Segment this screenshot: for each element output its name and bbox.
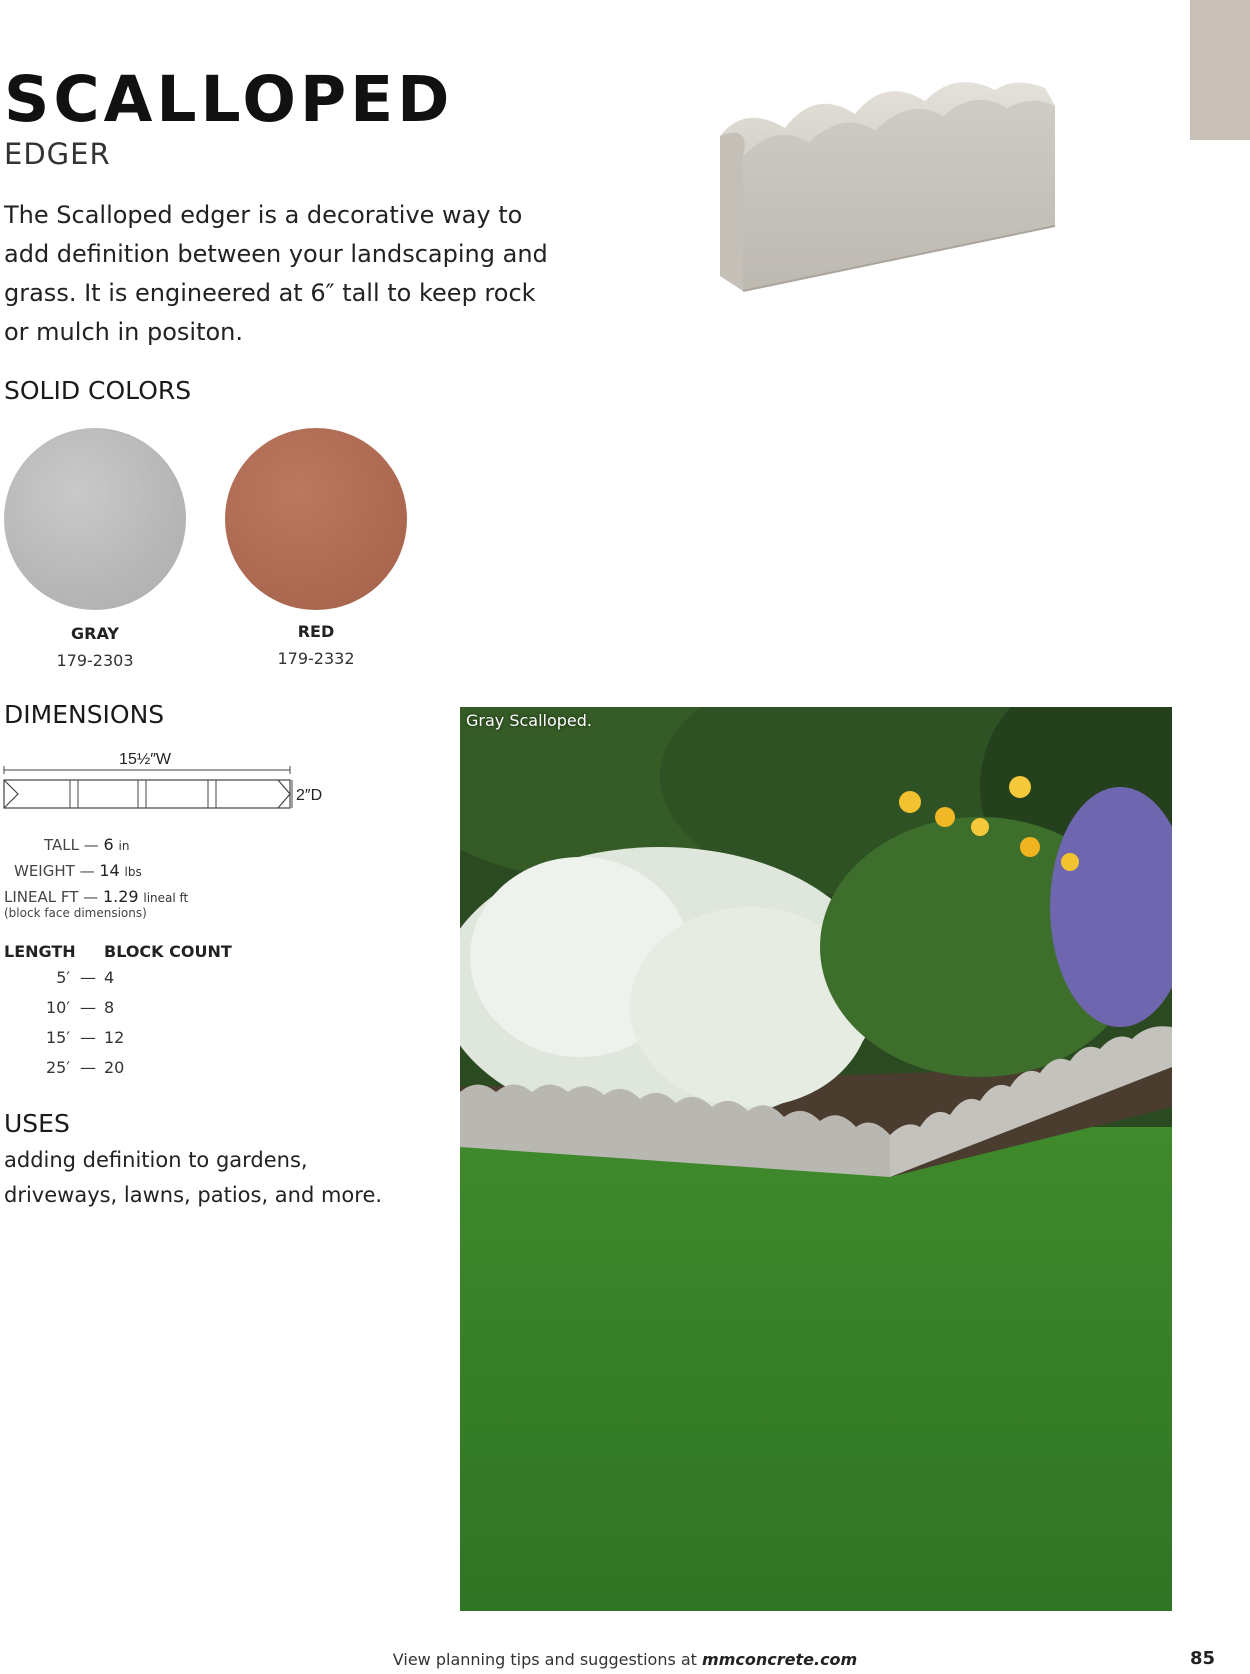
footer-website-link[interactable]: mmconcrete.com xyxy=(702,1650,858,1669)
gray-color-swatch xyxy=(4,428,186,610)
gray-swatch-name: GRAY xyxy=(71,624,119,643)
length-row xyxy=(0,1028,220,1050)
spec-tall-label: TALL xyxy=(44,836,79,854)
spec-note: (block face dimensions) xyxy=(4,906,147,920)
product-photo xyxy=(715,76,1070,311)
dimension-diagram xyxy=(0,746,340,816)
length-row xyxy=(0,968,220,990)
page-title: SCALLOPED xyxy=(4,63,454,136)
spec-lineal-label: LINEAL FT xyxy=(4,888,79,906)
length-row xyxy=(0,1058,220,1080)
spec-weight-unit: lbs xyxy=(124,865,142,879)
length-column-header: LENGTH xyxy=(4,942,76,961)
block-count-value: 8 xyxy=(104,998,115,1017)
block-count-column-header: BLOCK COUNT xyxy=(104,942,232,961)
row-dash: — xyxy=(80,968,96,987)
spec-lineal-ft xyxy=(4,887,188,908)
spec-dash: — xyxy=(79,862,95,880)
spec-weight-value: 14 xyxy=(99,861,120,880)
spec-tall-value: 6 xyxy=(103,835,114,854)
red-swatch-code: 179-2332 xyxy=(277,649,355,668)
page-color-tab xyxy=(1190,0,1250,140)
footer xyxy=(0,1650,1250,1669)
length-value: 15′ xyxy=(46,1028,70,1047)
spec-lineal-unit: lineal ft xyxy=(143,891,189,905)
length-row xyxy=(0,998,220,1020)
spec-dash: — xyxy=(83,836,99,854)
length-value: 5′ xyxy=(56,968,70,987)
garden-scene xyxy=(460,707,1172,1611)
spec-tall xyxy=(44,835,129,856)
depth-label: 2″D xyxy=(296,787,323,804)
intro-paragraph: The Scalloped edger is a decorative way to add definition between your landscaping and grass. It is engineered at 6″ tall to keep rock or mulch in positon. xyxy=(4,201,548,346)
red-swatch-name: RED xyxy=(297,622,335,641)
uses-heading: USES xyxy=(4,1109,70,1138)
solid-colors-heading: SOLID COLORS xyxy=(4,376,192,405)
spec-weight xyxy=(14,861,142,882)
red-color-swatch xyxy=(225,428,407,610)
uses-text: adding definition to gardens, driveways, lawns, patios, and more. xyxy=(4,1148,383,1207)
row-dash: — xyxy=(80,998,96,1017)
block-count-value: 20 xyxy=(104,1058,125,1077)
edger-block-image xyxy=(715,76,1070,311)
row-dash: — xyxy=(80,1058,96,1077)
gray-swatch-code: 179-2303 xyxy=(56,651,134,670)
spec-dash: — xyxy=(83,888,99,906)
length-value: 25′ xyxy=(46,1058,70,1077)
page-number: 85 xyxy=(1190,1648,1216,1669)
spec-lineal-value: 1.29 xyxy=(102,887,139,906)
length-value: 10′ xyxy=(46,998,70,1017)
spec-weight-label: WEIGHT xyxy=(14,862,75,880)
row-dash: — xyxy=(80,1028,96,1047)
width-label: 15½″W xyxy=(119,751,171,768)
photo-caption: Gray Scalloped. xyxy=(466,711,593,730)
garden-photo xyxy=(460,707,1172,1611)
dimensions-heading: DIMENSIONS xyxy=(4,700,165,729)
block-count-value: 4 xyxy=(104,968,115,987)
block-count-value: 12 xyxy=(104,1028,125,1047)
page-subtitle: EDGER xyxy=(4,137,111,171)
spec-tall-unit: in xyxy=(118,839,130,853)
footer-text: View planning tips and suggestions at xyxy=(392,1650,697,1669)
